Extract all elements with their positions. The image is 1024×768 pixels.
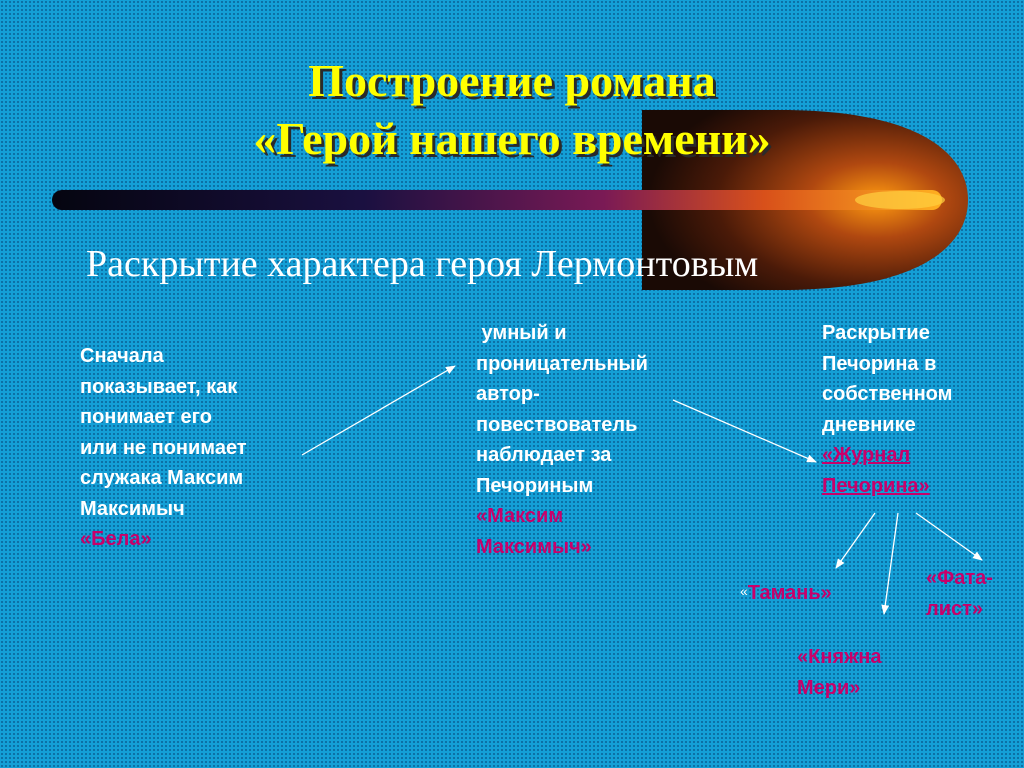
- left-line-2: показывает, как: [80, 375, 238, 398]
- right-line-1: Раскрытие: [822, 322, 930, 344]
- zhurnal-pechorina-link-line-1[interactable]: «Журнал: [822, 444, 911, 466]
- middle-text-block: [476, 318, 648, 562]
- slide-subtitle: Раскрытие характера героя Лермонтовым: [86, 243, 759, 285]
- left-text-block: [80, 341, 247, 555]
- fatalist-item[interactable]: [926, 563, 993, 624]
- right-line-2: Печорина в: [822, 352, 937, 375]
- arrow-to-meri: [884, 513, 898, 614]
- taman-open-quote: «: [740, 583, 748, 599]
- left-line-1: Сначала: [80, 345, 164, 367]
- middle-line-4: повествователь: [476, 413, 638, 436]
- middle-line-6: Печориным: [476, 474, 594, 497]
- fatalist-line-2: лист»: [926, 597, 984, 620]
- maksim-maksimych-link-line-1[interactable]: «Максим: [476, 505, 564, 527]
- title-line-2: «Герой нашего времени»: [253, 113, 771, 164]
- middle-line-2: проницательный: [476, 352, 648, 375]
- left-line-3: понимает его: [80, 406, 212, 428]
- meri-line-1: «Княжна: [797, 646, 882, 668]
- zhurnal-pechorina-link-line-2[interactable]: Печорина»: [822, 474, 930, 497]
- title-line-1: Построение романа: [308, 55, 716, 106]
- arrow-left-to-middle: [302, 366, 455, 455]
- middle-line-5: наблюдает за: [476, 444, 612, 466]
- left-line-4: или не понимает: [80, 436, 247, 459]
- slide-title: [0, 52, 1024, 168]
- arrow-to-taman: [836, 513, 875, 568]
- maksim-maksimych-link-line-2[interactable]: Максимыч»: [476, 535, 592, 558]
- middle-line-1: умный и: [476, 322, 567, 344]
- right-line-3: собственном: [822, 383, 953, 405]
- taman-label: Тамань»: [747, 582, 832, 604]
- fatalist-line-1: «Фата-: [926, 567, 993, 589]
- left-line-5: служака Максим: [80, 467, 244, 489]
- taman-item[interactable]: [740, 576, 832, 609]
- meri-line-2: Мери»: [797, 676, 861, 699]
- bela-link[interactable]: «Бела»: [80, 528, 152, 550]
- right-line-4: дневнике: [822, 413, 916, 436]
- right-text-block: [822, 318, 952, 501]
- left-line-6: Максимыч: [80, 497, 185, 520]
- middle-line-3: автор-: [476, 383, 540, 405]
- arrow-middle-to-right: [673, 400, 816, 462]
- knyazhna-meri-item[interactable]: [797, 642, 881, 703]
- arrow-to-fatalist: [916, 513, 982, 560]
